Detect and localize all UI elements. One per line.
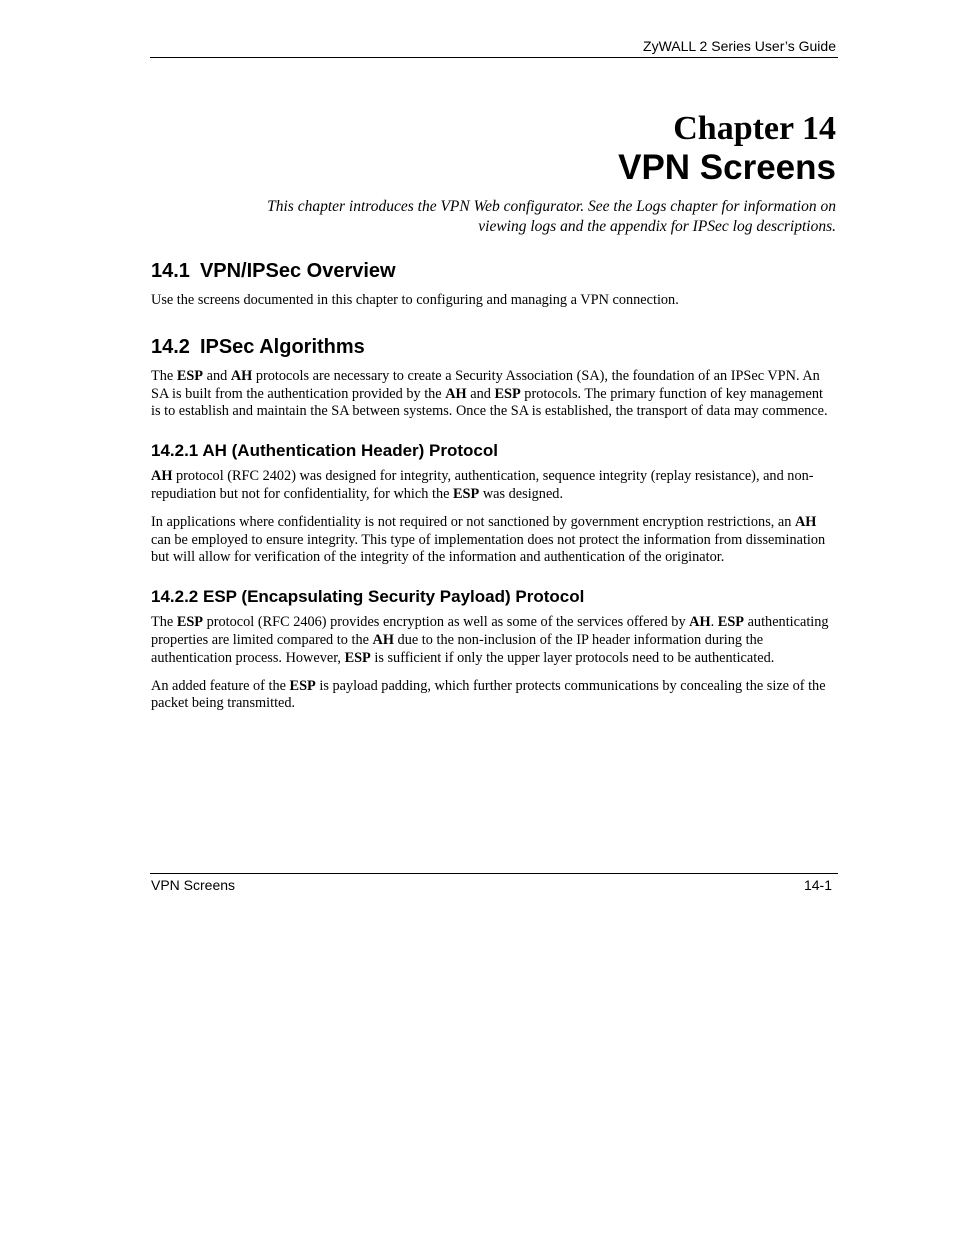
page-content <box>151 258 835 723</box>
section-14-2-2-paragraph-1: The ESP protocol (RFC 2406) provides encryption as well as some of the services offered by AH. ESP authenticating properties are limited compared to the AH due to the non-inclusion of the IP header information during the authentication process. However, ESP is sufficient if only the upper layer protocols need to be authenticated. <box>151 614 829 666</box>
running-header <box>150 38 838 58</box>
chapter-title: VPN Screens <box>618 148 836 187</box>
section-number: 14.1 <box>151 260 190 282</box>
footer-chapter-name: VPN Screens <box>151 877 236 893</box>
section-heading-14-2-2: 14.2.2 ESP (Encapsulating Security Payload) Protocol <box>151 587 585 607</box>
section-14-1-paragraph: Use the screens documented in this chapter to configuring and managing a VPN connection. <box>151 292 679 308</box>
section-title: VPN/IPSec Overview <box>199 260 396 282</box>
section-heading-14-2 <box>151 334 835 360</box>
chapter-intro-line-1: This chapter introduces the VPN Web configurator. See the Logs chapter for information on <box>267 198 836 215</box>
chapter-number: Chapter 14 <box>673 110 836 147</box>
footer-page-number: 14-1 <box>803 877 832 893</box>
section-heading-14-2-1: 14.2.1 AH (Authentication Header) Protocol <box>151 441 498 461</box>
running-footer <box>150 873 838 893</box>
section-14-2-1-paragraph-2: In applications where confidentiality is not required or not sanctioned by government encryption restrictions, an AH can be employed to ensure integrity. This type of implementation does not protect the information from dissemination but will allow for verification of the integrity of the information and authentication of the originator. <box>151 513 826 566</box>
section-title: IPSec Algorithms <box>199 335 365 358</box>
chapter-intro <box>190 197 836 236</box>
section-number: 14.2 <box>151 335 190 358</box>
section-14-2-2-paragraph-2: An added feature of the ESP is payload padding, which further protects communications by concealing the size of the packet being transmitted. <box>151 677 826 712</box>
section-heading-14-1 <box>151 258 835 284</box>
section-14-2-1-paragraph-1: AH protocol (RFC 2402) was designed for integrity, authentication, sequence integrity (replay resistance), and non-repudiation but not for confidentiality, for which the ESP was designed. <box>151 468 814 502</box>
guide-title: ZyWALL 2 Series User’s Guide <box>643 38 836 54</box>
chapter-heading <box>150 110 836 188</box>
chapter-intro-line-2: viewing logs and the appendix for IPSec log descriptions. <box>478 217 836 235</box>
section-14-2-paragraph: The ESP and AH protocols are necessary to create a Security Association (SA), the foundation of an IPSec VPN. An SA is built from the authentication provided by the AH and ESP protocols. The primary function of key management is to establish and maintain the SA between systems. Once the SA is established, the transport of data may commence. <box>151 367 828 420</box>
